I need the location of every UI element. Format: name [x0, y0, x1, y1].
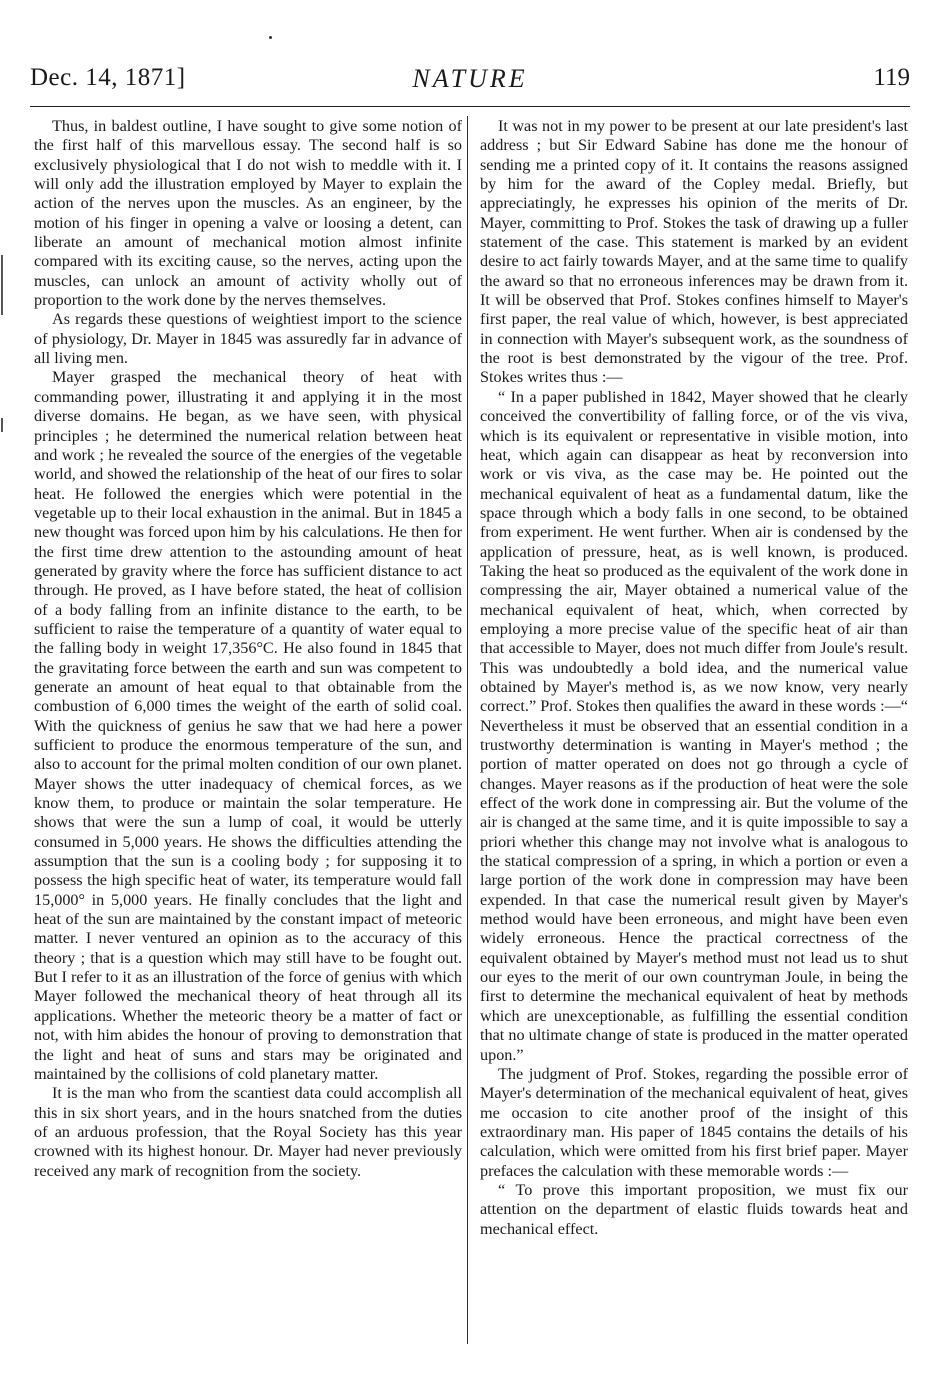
running-header	[30, 64, 910, 104]
journal-title: NATURE	[412, 64, 528, 93]
paragraph: As regards these questions of weightiest import to the science of physiology, Dr. Mayer in 1845 was assuredly far in advance of all living men.	[34, 310, 462, 368]
right-column	[480, 117, 908, 1239]
paragraph: Thus, in baldest outline, I have sought to give some notion of the first half of this marvellous essay. The second half is so exclusively physiological that I do not wish to meddle with it. I will only add the illustration employed by Mayer to explain the action of the nerves upon the muscles. As an engineer, by the motion of his finger in opening a valve or loosing a detent, can liberate an amount of mechanical motion almost infinite compared with its exciting cause, so the nerves, acting upon the muscles, can unlock an amount of activity wholly out of proportion to the work done by the nerves themselves.	[34, 117, 462, 310]
paragraph: It is the man who from the scantiest data could accomplish all this in six short years, and in the hours snatched from the duties of an arduous profession, that the Royal Society has this year crowned with its highest honour. Dr. Mayer had never previously received any mark of recognition from the society.	[34, 1084, 462, 1180]
paragraph: “ In a paper published in 1842, Mayer showed that he clearly conceived the convertibility of falling force, or of the vis viva, which is its equivalent or representative in visible motion, into heat, which again can disappear as heat by reconversion into work or vis viva, as the case may be. He pointed out the mechanical equivalent of heat as a fundamental datum, like the space through which a body falls in one second, to be obtained from experiment. He went further. When air is condensed by the application of pressure, heat, as is well known, is produced. Taking the heat so produced as the equivalent of the work done in compressing the air, Mayer obtained a numerical value of the mechanical equivalent of heat, which, when corrected by employing a more precise value of the specific heat of air than that accessible to Mayer, does not much differ from Joule's result. This was undoubtedly a bold idea, and the numerical value obtained by Mayer's method is, as we now know, very nearly correct.” Prof. Stokes then qualifies the award in these words :—“ Nevertheless it must be observed that an essential condition in a trustworthy determination is wanting in Mayer's method ; the portion of matter operated on does not go through a cycle of changes. Mayer reasons as if the production of heat were the sole effect of the work done in compressing air. But the volume of the air is changed at the same time, and it is quite impossible to say a priori whether this change may not involve what is analogous to the statical compression of a spring, in which a portion or even a large portion of the work done in compression may have been expended. In that case the numerical result given by Mayer's method would have been erroneous, and might have been even widely erroneous. Hence the practical correctness of the equivalent obtained by Mayer's method must not lead us to shut our eyes to the merit of our own countryman Joule, in being the first to determine the mechanical equivalent of heat by methods which are unexceptionable, as fulfilling the essential condition that no ultimate change of state is produced in the matter operated upon.”	[480, 387, 908, 1064]
page-edge-mark	[1, 255, 3, 315]
paragraph: It was not in my power to be present at our late president's last address ; but Sir Edward Sabine has done me the honour of sending me a printed copy of it. It contains the reasons assigned by him for the award of the Copley medal. Briefly, but appreciatingly, he expresses his opinion of the merits of Dr. Mayer, committing to Prof. Stokes the task of drawing up a fuller statement of the case. This statement is marked by an evident desire to act fairly towards Mayer, and at the same time to qualify the award so that no erroneous inferences may be drawn from it. It will be observed that Prof. Stokes confines himself to Mayer's first paper, the real value of which, however, is best appreciated in connection with Mayer's subsequent work, as the soundness of the root is best demonstrated by the vigour of the tree. Prof. Stokes writes thus :—	[480, 117, 908, 387]
left-column	[34, 117, 462, 1181]
paragraph: “ To prove this important proposition, we must fix our attention on the department of elastic fluids towards heat and mechanical effect.	[480, 1180, 908, 1238]
paragraph: Mayer grasped the mechanical theory of heat with commanding power, illustrating it and applying it in the most diverse domains. He began, as we have seen, with physical principles ; he determined the numerical relation between heat and work ; he revealed the source of the energies of the vegetable world, and showed the relationship of the heat of our fires to solar heat. He followed the energies which were potential in the vegetable up to their local exhaustion in the animal. But in 1845 a new thought was forced upon him by his calculations. He then for the first time drew attention to the astounding amount of heat generated by gravity where the force has sufficient distance to act through. He proved, as I have before stated, the heat of collision of a body falling from an infinite distance to the earth, to be sufficient to raise the temperature of a quantity of water equal to the falling body in weight 17,356°C. He also found in 1845 that the gravitating force between the earth and sun was competent to generate an amount of heat equal to that obtainable from the combustion of 6,000 times the weight of the earth of solid coal. With the quickness of genius he saw that we had here a power sufficient to produce the enormous temperature of the sun, and also to account for the primal molten condition of our own planet. Mayer shows the utter inadequacy of chemical forces, as we know them, to produce or maintain the solar temperature. He shows that were the sun a lump of coal, it would be utterly consumed in 5,000 years. He shows the difficulties attending the assumption that the sun is a cooling body ; for supposing it to possess the high specific heat of water, its temperature would fall 15,000° in 5,000 years. He finally concludes that the light and heat of the sun are maintained by the constant impact of meteoric matter. I never ventured an opinion as to the accuracy of this theory ; that is a question which may still have to be fought out. But I refer to it as an illustration of the force of genius with which Mayer followed the mechanical theory of heat through all its applications. Whether the meteoric theory be a matter of fact or not, with him abides the honour of proving to demonstration that the light and heat of suns and stars may be originated and maintained by the collisions of cold planetary matter.	[34, 368, 462, 1083]
issue-date: Dec. 14, 1871]	[30, 64, 186, 91]
print-speck	[269, 36, 272, 39]
column-divider	[467, 116, 468, 1344]
paragraph: The judgment of Prof. Stokes, regarding the possible error of Mayer's determination of the mechanical equivalent of heat, gives me occasion to cite another proof of the insight of this extraordinary man. His paper of 1845 contains the details of his calculation, which were omitted from his first brief paper. Mayer prefaces the calculation with these memorable words :—	[480, 1064, 908, 1180]
page-number: 119	[873, 64, 910, 91]
page-edge-mark	[1, 418, 3, 432]
header-rule	[30, 106, 910, 107]
